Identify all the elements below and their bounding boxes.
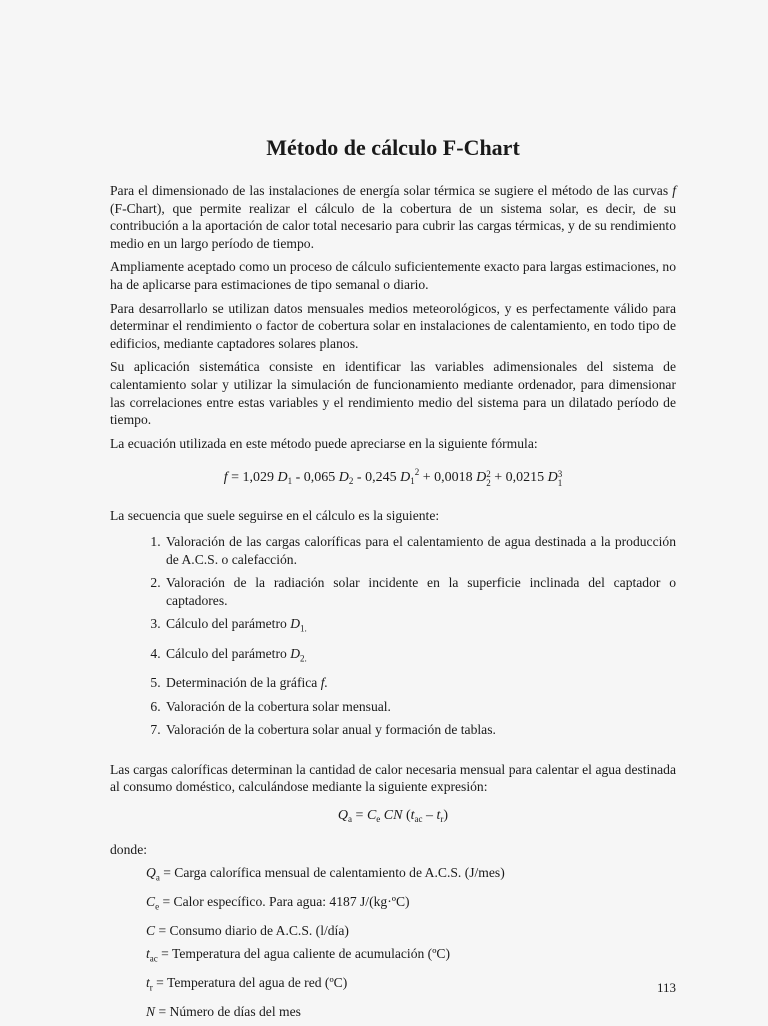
paragraph-equation-intro: La ecuación utilizada en este método puede apreciarse en la siguiente fórmula: [110,435,538,451]
paragraph-sequence-intro: La secuencia que suele seguirse en el cálculo es la siguiente: [110,508,440,524]
page-title: Método de cálculo F-Chart [266,135,520,160]
paragraph-intro: Para el dimensionado de las instalaciones de energía solar térmica se sugiere el método de las curvas f (F-Chart), que permite realizar el cálculo de la cobertura de un sistema solar, es decir, de su contribución a la aportación de calor total necesario para cubrir las cargas térmicas, y de su rendimiento medio en un largo período de tiempo. [110,183,676,251]
document-page [110,0,676,1024]
definition-item: C = Consumo diario de A.C.S. (l/día) [146,923,349,939]
f-chart-formula: f = 1,029 $D_1 - 0,065$ $D_2 - 0,245$ $D_1^2 + 0,0018$ D2 2 + 0,0215 D3 1 [223,467,563,489]
list-item: 4. Cálculo del parámetro $D_{2.}$ [164,645,676,668]
list-item: 6. Valoración de la cobertura solar mensual. [164,698,676,716]
heat-load-formula: $Q_a = C_e$ CN $(t_{ac} - t_r)$ [337,807,449,824]
definition-item: $t_{ac}$ = Temperatura del agua caliente de acumulación (ºC) [146,946,451,964]
list-item: 7. Valoración de la cobertura solar anual y formación de tablas. [164,721,676,739]
definition-item: $C_e$ = Calor específico. Para agua: 4187 J/(kg·ºC) [146,894,410,912]
calculation-steps-list [110,533,676,739]
paragraph-application: Su aplicación sistemática consiste en identificar las variables adimensionales del sistema de calentamiento solar y utilizar la simulación de funcionamiento mediante ordenador, para dimensionar las correlaciones entre estas variables y el rendimiento medio del sistema para un dilatado período de tiempo. [110,359,676,428]
list-item: 5. Determinación de la gráfica f. [164,674,676,692]
definitions-list [146,864,676,1020]
paragraph-heat-loads: Las cargas caloríficas determinan la cantidad de calor necesaria mensual para calentar el agua destinada al consumo doméstico, calculándose mediante la siguiente expresión: [110,761,676,795]
paragraph-acceptance: Ampliamente aceptado como un proceso de cálculo suficientemente exacto para largas estimaciones, no ha de aplicarse para estimaciones de tipo semanal o diario. [110,259,676,292]
definition-item: $Q_a$ = Carga calorífica mensual de calentamiento de A.C.S. (J/mes) [146,865,505,884]
definition-item: N = Número de días del mes [146,1003,301,1019]
list-item: 3. Cálculo del parámetro $D_{1.}$ [164,615,676,638]
page-number: 113 [656,980,676,995]
definition-item: $t_r$ = Temperatura del agua de red (ºC) [146,975,348,993]
list-item: 2. Valoración de la radiación solar incidente en la superficie inclinada del captador o captadores. [164,574,676,609]
list-item: 1. Valoración de las cargas caloríficas para el calentamiento de agua destinada a la producción de A.C.S. o calefacción. [164,533,676,568]
donde-label: donde: [110,841,147,857]
paragraph-data: Para desarrollarlo se utilizan datos mensuales medios meteorológicos, y es perfectamente válido para determinar el rendimiento o factor de cobertura solar en instalaciones de calentamiento, en todo tipo de edificios, mediante captadores solares planos. [110,300,676,351]
document-body [110,182,676,1026]
